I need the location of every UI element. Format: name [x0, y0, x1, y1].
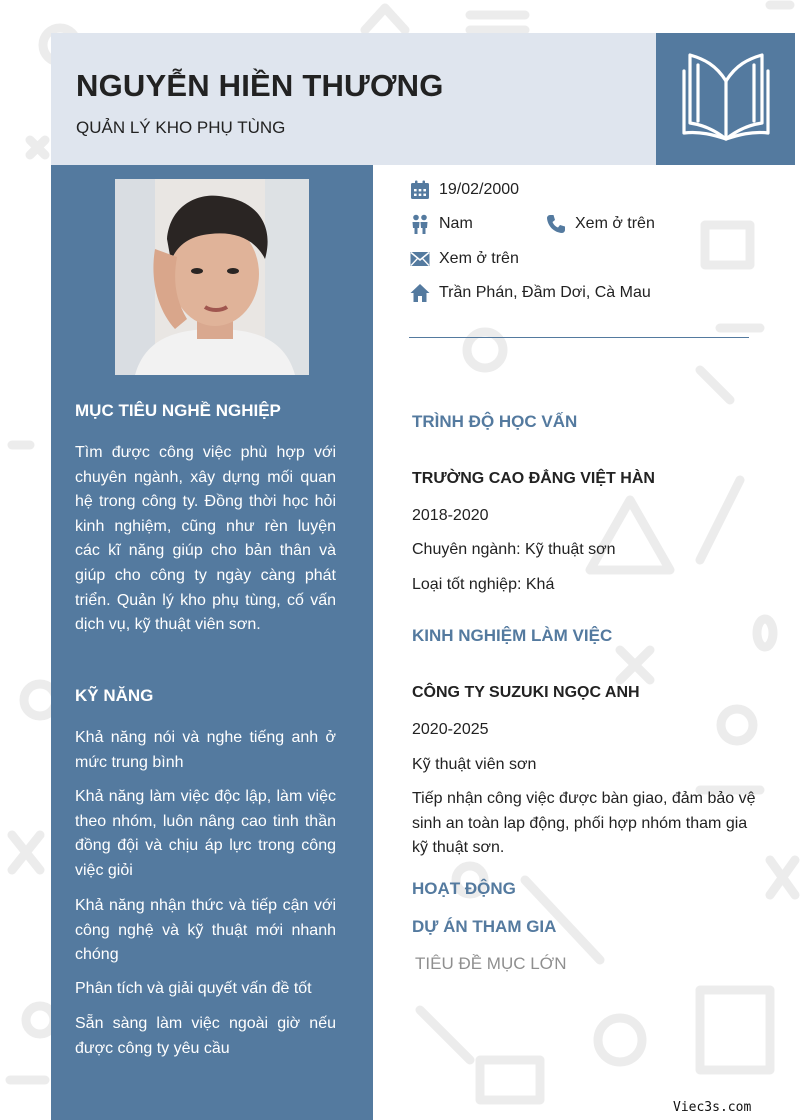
- phone-row: [546, 214, 706, 236]
- email-value: Xem ở trên: [439, 250, 519, 267]
- birthday-value: 19/02/2000: [439, 181, 520, 198]
- experience-period: 2020-2025: [412, 721, 489, 738]
- left-column: [51, 165, 373, 1120]
- skill-item: Khả năng nhận thức và tiếp cận với công nghệ và kỹ thuật mới nhanh chóng: [75, 897, 336, 964]
- home-icon: [410, 283, 430, 303]
- open-book-icon: [678, 51, 774, 145]
- calendar-icon: [410, 180, 430, 200]
- gender-value: Nam: [439, 215, 473, 232]
- people-icon: [410, 214, 430, 234]
- skill-item: Phân tích và giải quyết vấn đề tốt: [75, 980, 312, 997]
- job-title: QUẢN LÝ KHO PHỤ TÙNG: [76, 118, 286, 137]
- skill-item: Khả năng làm việc độc lập, làm việc theo nhóm, luôn nâng cao tinh thần đồng đội và chịu áp lực trong công việc giỏi: [75, 788, 336, 879]
- phone-value: Xem ở trên: [575, 215, 655, 232]
- education-school: TRƯỜNG CAO ĐẲNG VIỆT HÀN: [412, 470, 655, 487]
- education-heading: TRÌNH ĐỘ HỌC VẤN: [412, 412, 578, 431]
- email-row: [410, 249, 570, 271]
- contact-divider: [409, 337, 749, 338]
- avatar: [115, 179, 309, 375]
- experience-heading: KINH NGHIỆM LÀM VIỆC: [412, 626, 613, 645]
- address-value: Trần Phán, Đầm Dơi, Cà Mau: [439, 284, 651, 301]
- experience-company: CÔNG TY SUZUKI NGỌC ANH: [412, 684, 640, 701]
- candidate-name: NGUYỄN HIỀN THƯƠNG: [76, 68, 444, 103]
- skill-item: Sẵn sàng làm việc ngoài giờ nếu được công ty yêu cầu: [75, 1015, 336, 1057]
- projects-heading: DỰ ÁN THAM GIA: [412, 917, 557, 936]
- projects-placeholder: TIÊU ĐỀ MỤC LỚN: [415, 954, 567, 973]
- education-grade: Loại tốt nghiệp: Khá: [412, 576, 555, 593]
- objective-heading: MỤC TIÊU NGHỀ NGHIỆP: [75, 401, 281, 420]
- skills-heading: KỸ NĂNG: [75, 686, 154, 705]
- experience-description: Tiếp nhận công việc được bàn giao, đảm bảo vệ sinh an toàn lap động, phối hợp nhóm tham gia kỹ thuật sơn.: [412, 790, 756, 856]
- birthday-row: [410, 180, 610, 202]
- skill-item: Khả năng nói và nghe tiếng anh ở mức trung bình: [75, 729, 336, 771]
- watermark: Viec3s.com: [673, 1100, 752, 1115]
- experience-role: Kỹ thuật viên sơn: [412, 756, 537, 773]
- envelope-icon: [410, 249, 430, 269]
- address-row: [410, 283, 710, 305]
- header-icon-box: [656, 33, 795, 165]
- objective-text: Tìm được công việc phù hợp với chuyên ngành, xây dựng mối quan hệ trong công ty. Đồng thời học hỏi kinh nghiệm, cũng như rèn luyện các kĩ năng giúp cho bản thân và giúp cho công ty ngày càng phát triển. Quản lý kho phụ tùng, cố vấn dịch vụ, kỹ thuật viên sơn.: [75, 444, 336, 634]
- education-major: Chuyên ngành: Kỹ thuật sơn: [412, 541, 616, 558]
- activities-heading: HOẠT ĐỘNG: [412, 879, 516, 898]
- phone-icon: [546, 214, 566, 234]
- gender-row: [410, 214, 530, 236]
- education-period: 2018-2020: [412, 507, 489, 524]
